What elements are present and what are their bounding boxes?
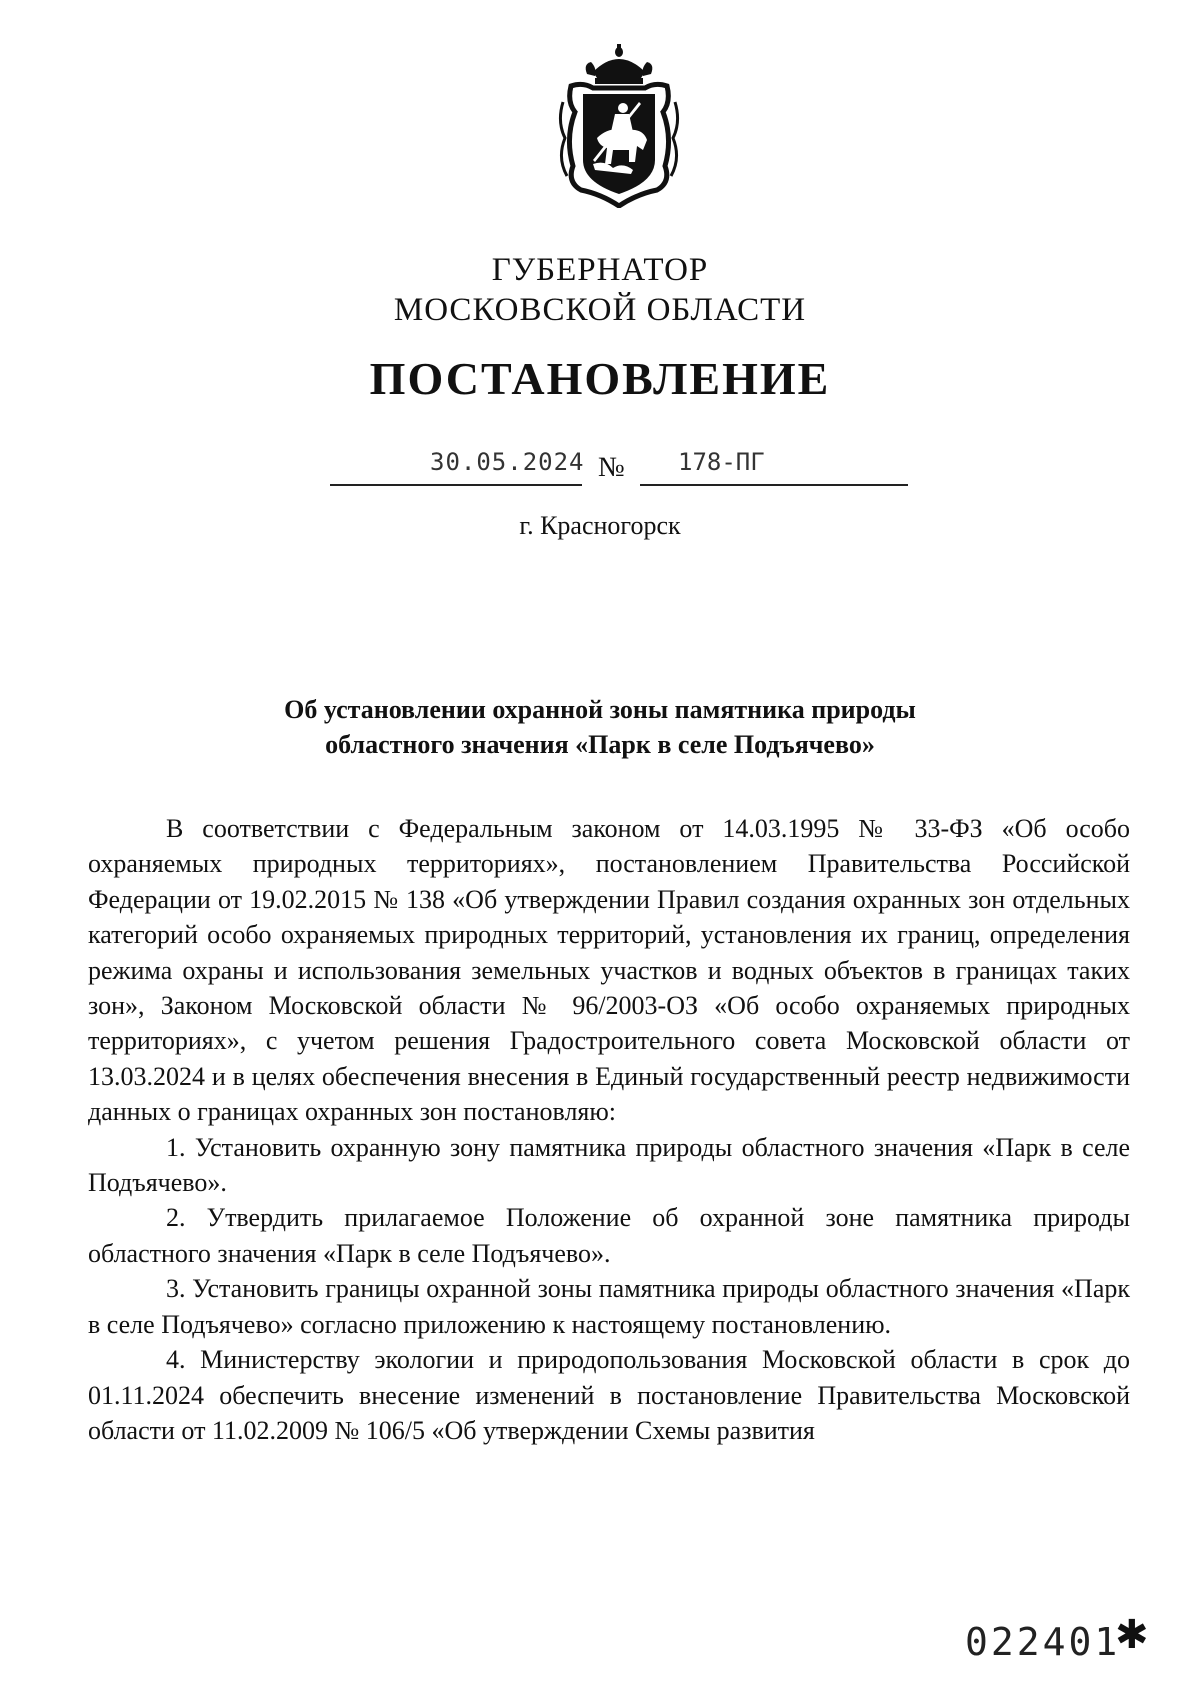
coat-of-arms-icon (553, 42, 685, 208)
document-type: ПОСТАНОВЛЕНИЕ (369, 353, 831, 404)
title-line-1: Об установлении охранной зоны памятника природы (284, 695, 916, 724)
item-2: 2. Утвердить прилагаемое Положение об охранной зоне памятника природы областного значения «Парк в селе Подъячево». (88, 1203, 1130, 1268)
document-body (88, 811, 1130, 1448)
document-date: 30.05.2024 (430, 448, 585, 476)
document-title (0, 692, 1200, 762)
authority-line-2: МОСКОВСКОЙ ОБЛАСТИ (393, 292, 807, 328)
title-line-2: областного значения «Парк в селе Подъячево» (325, 730, 875, 759)
number-label: № (598, 452, 625, 483)
serial-number: 022401 (965, 1620, 1121, 1664)
document-number: 178-ПГ (678, 448, 765, 476)
date-underline (330, 484, 582, 486)
item-1: 1. Установить охранную зону памятника природы областного значения «Парк в селе Подъячево». (88, 1132, 1130, 1198)
serial-star-icon: ✱ (1115, 1612, 1149, 1658)
item-3: 3. Установить границы охранной зоны памятника природы областного значения «Парк в селе Подъячево» согласно приложению к настоящему постановлению. (88, 1274, 1130, 1339)
number-underline (640, 484, 908, 486)
authority-line-1: ГУБЕРНАТОР (491, 252, 709, 288)
item-4: 4. Министерству экологии и природопользования Московской области в срок до 01.11.2024 обеспечить внесение изменений в постановление Правительства Московской области от 11.02.2009 № 106/5 «Об утверждении Схемы развития (88, 1345, 1130, 1445)
preamble-paragraph: В соответствии с Федеральным законом от 14.03.1995 № 33-ФЗ «Об особо охраняемых природных территориях», постановлением Правительства Российской Федерации от 19.02.2015 № 138 «Об утверждении Правил создания охранных зон отдельных категорий особо охраняемых природных территорий, установления их границ, определения режима охраны и использования земельных участков и водных объектов в границах таких зон», Законом Московской области № 96/2003-ОЗ «Об особо охраняемых природных территориях», с учетом решения Градостроительного совета Московской области от 13.03.2024 и в целях обеспечения внесения в Единый государственный реестр недвижимости данных о границах охранных зон постановляю: (88, 814, 1130, 1127)
place: г. Красногорск (519, 511, 681, 540)
